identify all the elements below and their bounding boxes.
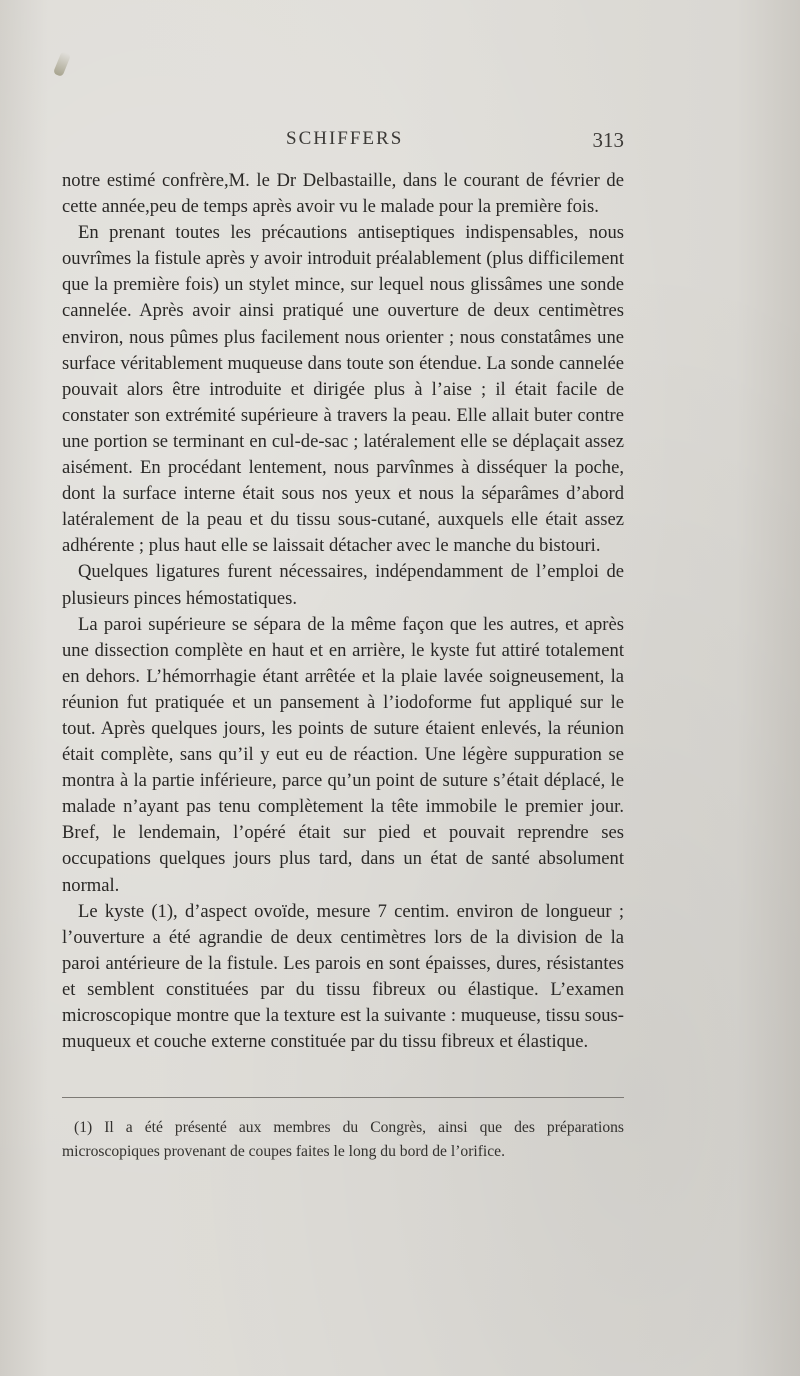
- footnote: [62, 1116, 624, 1163]
- footnote-rule: [62, 1097, 624, 1098]
- paragraph-recovery: La paroi supérieure se sépara de la même façon que les autres, et après une dissection complète en haut et en arrière, le kyste fut attiré totalement en dehors. L’hémorrhagie étant arrêtée et la plaie lavée soigneusement, la réunion fut pratiquée et un pansement à l’iodoforme fut appliqué sur le tout. Après quelques jours, les points de suture étaient enlevés, la réunion était complète, sans qu’il y eut eu de réaction. Une légère suppuration se montra à la partie inférieure, parce qu’un point de suture s’était déplacé, le malade n’ayant pas tenu complètement la tête immobile le premier jour. Bref, le lendemain, l’opéré était sur pied et pouvait reprendre ses occupations quelques jours plus tard, dans un état de santé absolument normal.: [62, 613, 624, 896]
- page-number: 313: [592, 128, 624, 152]
- paragraph-continued: notre estimé confrère,M. le Dr Delbastaille, dans le courant de février de cette année,peu de temps après avoir vu le malade pour la première fois.: [62, 170, 624, 218]
- footnote-text: (1) Il a été présenté aux membres du Congrès, ainsi que des préparations microscopiques provenant de coupes faites le long du bord de l’orifice.: [62, 1119, 624, 1160]
- running-head: SCHIFFERS: [286, 128, 404, 149]
- body-text: [62, 168, 624, 1055]
- ink-mark: [53, 51, 71, 77]
- paragraph-cyst-description: Le kyste (1), d’aspect ovoïde, mesure 7 centim. environ de longueur ; l’ouverture a été agrandie de deux centimètres lors de la division de la paroi antérieure de la fistule. Les parois en sont épaisses, dures, résistantes et semblent constituées par du tissu fibreux ou élastique. L’examen microscopique montre que la texture est la suivante : muqueuse, tissu sous-muqueux et couche externe constituée par du tissu fibreux et élastique.: [62, 900, 624, 1053]
- paragraph-operation: En prenant toutes les précautions antiseptiques indispensables, nous ouvrîmes la fistule après y avoir introduit préalablement (plus difficilement que la première fois) un stylet mince, sur lequel nous glissâmes une sonde cannelée. Après avoir ainsi pratiqué une ouverture de deux centimètres environ, nous pûmes plus facilement nous orienter ; nous constatâmes une surface véritablement muqueuse dans toute son étendue. La sonde cannelée pouvait alors être introduite et dirigée plus à l’aise ; il était facile de constater son extrémité supérieure à travers la peau. Elle allait buter contre une portion se terminant en cul-de-sac ; latéralement elle se déplaçait assez aisément. En procédant lentement, nous parvînmes à disséquer la poche, dont la surface interne était sous nos yeux et nous la séparâmes d’abord latéralement de la peau et du tissu sous-cutané, auxquels elle était assez adhérente ; plus haut elle se laissait détacher avec le manche du bistouri.: [62, 222, 624, 557]
- page-header: [62, 128, 624, 158]
- paragraph-ligatures: Quelques ligatures furent nécessaires, indépendamment de l’emploi de plusieurs pinces hémostatiques.: [62, 561, 624, 609]
